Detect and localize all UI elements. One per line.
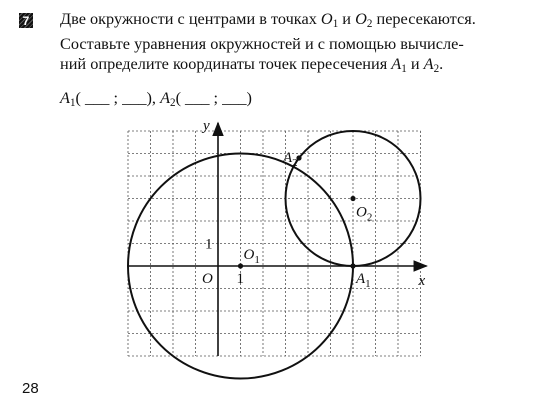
text-fragment: и <box>406 53 424 73</box>
math-a2: $A_2$ <box>423 53 440 75</box>
center-o2-label: $O_2$ <box>356 204 373 224</box>
origin-label: O <box>202 271 213 287</box>
grid <box>128 131 421 356</box>
statement-line-2: Составьте уравнения окружностей и с помощью вычисле- <box>60 33 464 53</box>
math-o2: $O_2$ <box>355 9 373 30</box>
intersection-a2-label: $A_2$ <box>283 150 298 169</box>
math-a1: $A_1$ <box>391 53 407 75</box>
answer-a1-label: $A_1$ <box>60 88 76 109</box>
intersection-a1-point <box>350 263 355 268</box>
center-o1-label: $O_1$ <box>243 247 260 266</box>
y-tick-label-1: 1 <box>205 236 213 253</box>
answer-a2-blank[interactable]: ( ___ ; ___) <box>175 88 252 107</box>
problem-number: 7 <box>22 13 30 28</box>
page-number: 28 <box>22 380 39 397</box>
text-fragment: и <box>338 9 356 28</box>
center-o2-point <box>350 196 355 201</box>
text-fragment: ний определите координаты точек пересечения <box>60 53 392 73</box>
x-tick-label-1: 1 <box>236 271 244 287</box>
text-fragment: пересекаются. <box>372 9 476 28</box>
answer-a1-blank[interactable]: ( ___ ; ___), <box>75 88 161 107</box>
x-axis-label: x <box>418 273 426 289</box>
center-o1-point <box>238 263 243 268</box>
answer-a2-label: $A_2$ <box>160 88 176 109</box>
math-o1: $O_1$ <box>320 9 339 30</box>
text-fragment: . <box>439 53 444 73</box>
y-axis-label: y <box>203 118 210 134</box>
intersection-a1-label: $A_1$ <box>356 271 371 290</box>
text-fragment: Две окружности с центрами в точках <box>60 9 321 28</box>
